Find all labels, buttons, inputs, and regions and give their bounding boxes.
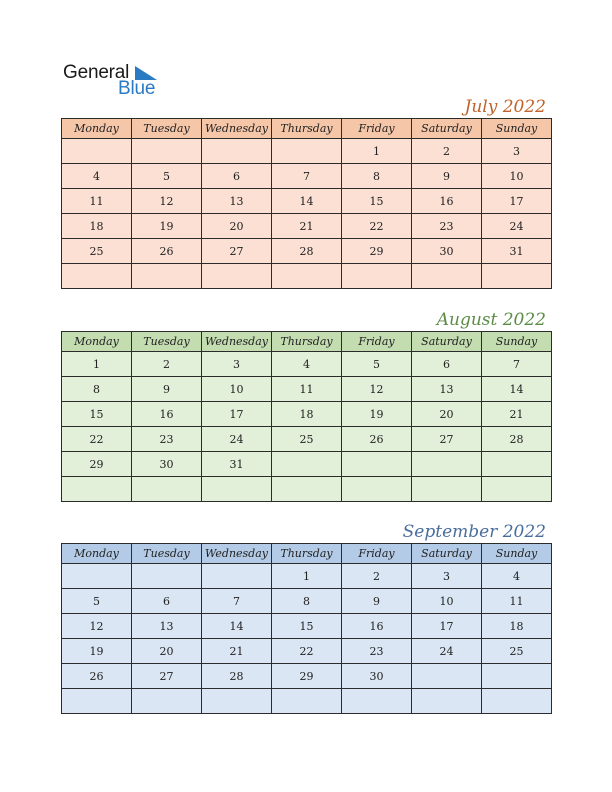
day-cell: 2 (132, 352, 202, 377)
day-cell: 29 (342, 239, 412, 264)
week-row (62, 139, 552, 164)
day-cell (412, 689, 482, 714)
day-cell: 10 (482, 164, 552, 189)
weekday-header: Sunday (482, 332, 552, 352)
week-row (62, 564, 552, 589)
day-cell (132, 689, 202, 714)
day-cell: 31 (482, 239, 552, 264)
day-cell: 1 (272, 564, 342, 589)
day-cell: 4 (272, 352, 342, 377)
day-cell (132, 139, 202, 164)
weekday-header-row (62, 332, 552, 352)
weekday-header: Sunday (482, 119, 552, 139)
day-cell: 17 (202, 402, 272, 427)
day-cell: 27 (412, 427, 482, 452)
day-cell (202, 689, 272, 714)
generalblue-logo (63, 62, 173, 102)
weekday-header: Thursday (272, 544, 342, 564)
logo-text-general: General (63, 62, 130, 83)
weekday-header: Tuesday (132, 332, 202, 352)
day-cell: 13 (132, 614, 202, 639)
day-cell: 19 (342, 402, 412, 427)
day-cell (342, 264, 412, 289)
day-cell (62, 139, 132, 164)
day-cell: 30 (412, 239, 482, 264)
day-cell: 23 (132, 427, 202, 452)
day-cell: 7 (272, 164, 342, 189)
day-cell: 13 (412, 377, 482, 402)
day-cell (272, 477, 342, 502)
day-cell: 24 (482, 214, 552, 239)
day-cell: 2 (412, 139, 482, 164)
day-cell: 9 (412, 164, 482, 189)
day-cell: 25 (482, 639, 552, 664)
week-row (62, 589, 552, 614)
weekday-header: Saturday (412, 332, 482, 352)
week-row (62, 664, 552, 689)
day-cell: 16 (132, 402, 202, 427)
day-cell: 2 (342, 564, 412, 589)
day-cell (342, 452, 412, 477)
weekday-header: Thursday (272, 332, 342, 352)
day-cell: 19 (62, 639, 132, 664)
day-cell: 15 (62, 402, 132, 427)
day-cell (132, 564, 202, 589)
weekday-header: Monday (62, 332, 132, 352)
weekday-header: Saturday (412, 119, 482, 139)
week-row (62, 164, 552, 189)
day-cell: 18 (482, 614, 552, 639)
weekday-header-row (62, 119, 552, 139)
day-cell: 6 (202, 164, 272, 189)
day-cell: 9 (132, 377, 202, 402)
day-cell: 17 (412, 614, 482, 639)
day-cell (272, 689, 342, 714)
week-row (62, 189, 552, 214)
day-cell: 25 (272, 427, 342, 452)
week-row (62, 264, 552, 289)
day-cell: 19 (132, 214, 202, 239)
day-cell (202, 264, 272, 289)
day-cell: 3 (412, 564, 482, 589)
day-cell: 23 (412, 214, 482, 239)
day-cell (482, 689, 552, 714)
week-row (62, 352, 552, 377)
day-cell (202, 477, 272, 502)
day-cell: 28 (482, 427, 552, 452)
day-cell: 7 (482, 352, 552, 377)
day-cell: 29 (62, 452, 132, 477)
day-cell (202, 139, 272, 164)
day-cell: 24 (412, 639, 482, 664)
day-cell: 16 (342, 614, 412, 639)
day-cell: 26 (62, 664, 132, 689)
day-cell: 5 (62, 589, 132, 614)
day-cell (482, 664, 552, 689)
day-cell: 28 (202, 664, 272, 689)
day-cell: 5 (342, 352, 412, 377)
day-cell (62, 264, 132, 289)
day-cell (342, 477, 412, 502)
month-grid (61, 543, 552, 714)
day-cell (62, 477, 132, 502)
day-cell: 11 (62, 189, 132, 214)
day-cell: 18 (62, 214, 132, 239)
day-cell: 22 (342, 214, 412, 239)
weekday-header: Saturday (412, 544, 482, 564)
week-row (62, 639, 552, 664)
day-cell: 22 (62, 427, 132, 452)
day-cell: 29 (272, 664, 342, 689)
weekday-header: Wednesday (202, 119, 272, 139)
day-cell: 30 (132, 452, 202, 477)
day-cell: 12 (342, 377, 412, 402)
day-cell: 8 (342, 164, 412, 189)
weekday-header: Monday (62, 119, 132, 139)
day-cell: 20 (412, 402, 482, 427)
day-cell: 21 (202, 639, 272, 664)
day-cell: 14 (482, 377, 552, 402)
day-cell: 23 (342, 639, 412, 664)
day-cell: 7 (202, 589, 272, 614)
day-cell: 1 (62, 352, 132, 377)
day-cell: 16 (412, 189, 482, 214)
week-row (62, 614, 552, 639)
day-cell: 26 (132, 239, 202, 264)
week-row (62, 239, 552, 264)
logo-text-blue: Blue (118, 78, 156, 99)
week-row (62, 377, 552, 402)
day-cell (272, 264, 342, 289)
day-cell: 12 (132, 189, 202, 214)
day-cell: 31 (202, 452, 272, 477)
day-cell: 4 (482, 564, 552, 589)
weekday-header: Wednesday (202, 544, 272, 564)
day-cell: 4 (62, 164, 132, 189)
day-cell: 6 (132, 589, 202, 614)
day-cell: 18 (272, 402, 342, 427)
week-row (62, 477, 552, 502)
day-cell: 27 (202, 239, 272, 264)
day-cell: 13 (202, 189, 272, 214)
day-cell (62, 564, 132, 589)
month-title: July 2022 (464, 97, 546, 117)
day-cell: 15 (342, 189, 412, 214)
day-cell: 9 (342, 589, 412, 614)
day-cell (62, 689, 132, 714)
day-cell: 11 (482, 589, 552, 614)
week-row (62, 402, 552, 427)
month-grid (61, 331, 552, 502)
day-cell: 8 (272, 589, 342, 614)
weekday-header: Wednesday (202, 332, 272, 352)
day-cell (342, 689, 412, 714)
day-cell (482, 452, 552, 477)
day-cell: 30 (342, 664, 412, 689)
day-cell (412, 264, 482, 289)
day-cell (202, 564, 272, 589)
day-cell: 3 (202, 352, 272, 377)
day-cell (132, 264, 202, 289)
weekday-header: Sunday (482, 544, 552, 564)
weekday-header: Friday (342, 544, 412, 564)
day-cell (272, 139, 342, 164)
day-cell (482, 264, 552, 289)
day-cell (412, 452, 482, 477)
day-cell: 14 (272, 189, 342, 214)
day-cell (132, 477, 202, 502)
month-grid (61, 118, 552, 289)
day-cell: 1 (342, 139, 412, 164)
day-cell: 12 (62, 614, 132, 639)
day-cell: 5 (132, 164, 202, 189)
day-cell: 10 (412, 589, 482, 614)
day-cell: 20 (202, 214, 272, 239)
day-cell: 21 (482, 402, 552, 427)
weekday-header: Monday (62, 544, 132, 564)
weekday-header: Friday (342, 119, 412, 139)
week-row (62, 427, 552, 452)
day-cell: 26 (342, 427, 412, 452)
weekday-header: Friday (342, 332, 412, 352)
day-cell: 15 (272, 614, 342, 639)
day-cell: 28 (272, 239, 342, 264)
day-cell: 14 (202, 614, 272, 639)
day-cell: 17 (482, 189, 552, 214)
day-cell (482, 477, 552, 502)
weekday-header-row (62, 544, 552, 564)
day-cell: 11 (272, 377, 342, 402)
day-cell (412, 664, 482, 689)
day-cell: 22 (272, 639, 342, 664)
day-cell: 27 (132, 664, 202, 689)
month-title: September 2022 (402, 522, 546, 542)
month-title: August 2022 (436, 310, 546, 330)
weekday-header: Tuesday (132, 119, 202, 139)
day-cell: 21 (272, 214, 342, 239)
day-cell: 3 (482, 139, 552, 164)
day-cell: 20 (132, 639, 202, 664)
weekday-header: Thursday (272, 119, 342, 139)
day-cell: 24 (202, 427, 272, 452)
day-cell: 10 (202, 377, 272, 402)
week-row (62, 214, 552, 239)
day-cell (412, 477, 482, 502)
week-row (62, 689, 552, 714)
day-cell (272, 452, 342, 477)
day-cell: 8 (62, 377, 132, 402)
week-row (62, 452, 552, 477)
day-cell: 25 (62, 239, 132, 264)
weekday-header: Tuesday (132, 544, 202, 564)
day-cell: 6 (412, 352, 482, 377)
